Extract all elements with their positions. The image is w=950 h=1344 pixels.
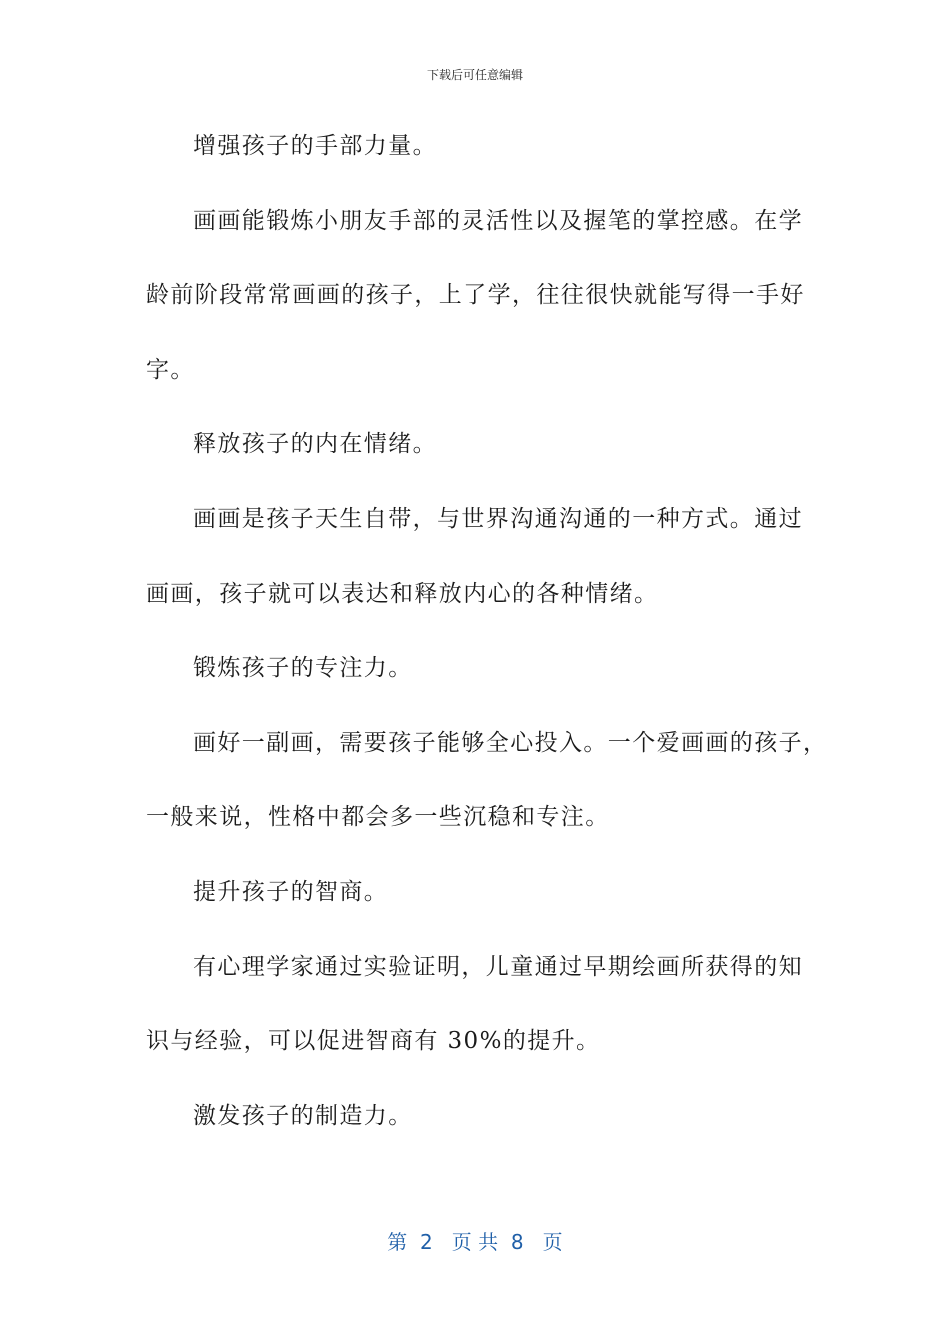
- paragraph-line: 画画是孩子天生自带，与世界沟通沟通的一种方式。通过: [193, 505, 803, 532]
- paragraph-heading: 提升孩子的智商。: [193, 878, 389, 905]
- paragraph-heading: 激发孩子的制造力。: [193, 1102, 413, 1129]
- document-body: [146, 124, 828, 1168]
- page-header: 下载后可任意编辑: [426, 68, 523, 82]
- paragraph-line: 字。: [146, 356, 195, 383]
- paragraph-line: 画画，孩子就可以表达和释放内心的各种情绪。: [146, 580, 659, 607]
- paragraph-line: 龄前阶段常常画画的孩子，上了学，往往很快就能写得一手好: [146, 282, 805, 309]
- paragraph-line: 识与经验，可以促进智商有 30%的提升。: [146, 1028, 601, 1055]
- paragraph-line: 有心理学家通过实验证明，儿童通过早期绘画所获得的知: [193, 953, 803, 980]
- paragraph-line: 画好一副画，需要孩子能够全心投入。一个爱画画的孩子，: [193, 729, 828, 756]
- paragraph-line: 一般来说，性格中都会多一些沉稳和专注。: [146, 804, 610, 831]
- page-number-footer: 第 2 页 共 8 页: [387, 1230, 563, 1254]
- paragraph-heading: 释放孩子的内在情绪。: [193, 431, 437, 458]
- paragraph-heading: 增强孩子的手部力量。: [193, 133, 437, 159]
- paragraph-heading: 锻炼孩子的专注力。: [193, 655, 413, 682]
- paragraph-line: 画画能锻炼小朋友手部的灵活性以及握笔的掌控感。在学: [193, 207, 803, 234]
